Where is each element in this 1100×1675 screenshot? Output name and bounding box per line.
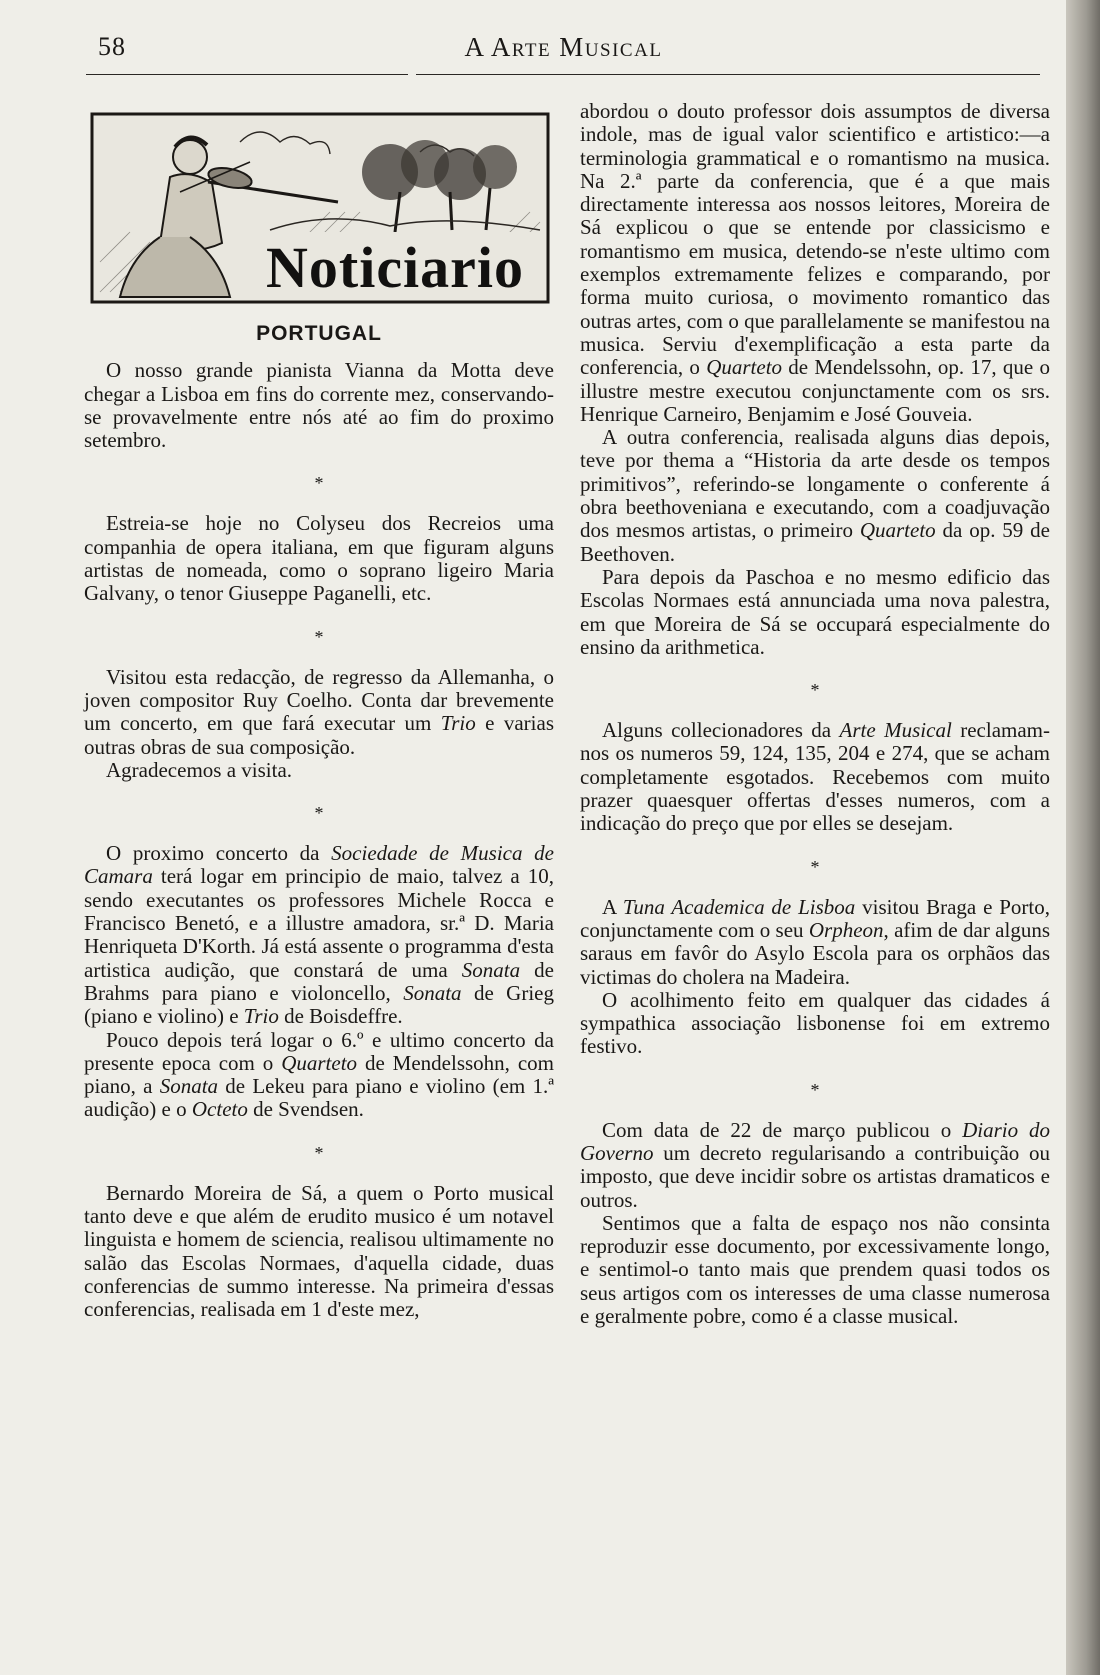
asterisk-separator: * <box>314 1142 324 1163</box>
news-item: Para depois da Paschoa e no mesmo edificio das Escolas Normaes está annunciada uma nova palestra, em que Moreira de Sá se occupará especialmente do ensino da arithmetica. <box>580 564 1050 659</box>
asterisk-separator: * <box>810 856 820 877</box>
news-item: O nosso grande pianista Vianna da Motta deve chegar a Lisboa em fins do corrente mez, conservando-se provavelmente entre nós até ao fim do proximo setembro. <box>84 358 554 453</box>
asterisk-separator: * <box>314 473 324 494</box>
news-item: Visitou esta redacção, de regresso da Allemanha, o joven compositor Ruy Coelho. Conta dar brevemente um concerto, em que fará executar um Trio e varias outras obras de sua composição. <box>84 664 554 759</box>
asterisk-separator: * <box>314 626 324 647</box>
news-item: Sentimos que a falta de espaço nos não consinta reproduzir esse documento, por excessivamente longo, e sentimol-o tanto mais que prendem quasi todos os seus artigos com os interesses de uma classe numerosa e geralmente pobre, como é a classe musical. <box>580 1210 1050 1329</box>
news-item: A outra conferencia, realisada alguns dias depois, teve por thema a “Historia da arte desde os tempos primitivos”, referindo-se longamente o conferente á obra beethoveniana e executando, com a coadjuvação dos mesmos artistas, o primeiro Quarteto da op. 59 de Beethoven. <box>580 425 1050 566</box>
news-item: abordou o douto professor dois assumptos de diversa indole, mas de igual valor scientifico e artistico:—a terminologia grammatical e o romantismo na musica. Na 2.ª parte da conferencia, que é a que mais directamente interessa aos nossos leitores, Moreira de Sá explicou o que se entende por classicismo e romantismo em musica, detendo-se n'este ultimo com exemplos extremamente felizes e comparando, por forma muito curiosa, o movimento romantico das outras artes, com o que parallelamente se manifestou na musica. Serviu d'exemplificação a esta parte da conferencia, o Quarteto de Mendelssohn, op. 17, que o illustre mestre executou conjunctamente com os srs. Henrique Carneiro, Benjamim e José Gouveia. <box>580 99 1050 426</box>
news-item: Estreia-se hoje no Colyseu dos Recreios uma companhia de opera italiana, em que figuram alguns artistas de nomeada, como o soprano ligeiro Maria Galvany, o tenor Giuseppe Paganelli, etc. <box>84 511 554 606</box>
header-rule-right <box>416 74 1040 75</box>
news-item: Bernardo Moreira de Sá, a quem o Porto musical tanto deve e que além de erudito musico é um notavel linguista e homem de sciencia, realisou ultimamente no salão das Escolas Normaes, d'aquella cidade, duas conferencias de summo interesse. Na primeira d'essas conferencias, realisada em 1 d'este mez, <box>84 1180 554 1322</box>
news-item: Agradecemos a visita. <box>106 757 293 782</box>
header-rule-left <box>86 74 408 75</box>
right-column <box>580 100 1050 1328</box>
news-item: O acolhimento feito em qualquer das cidades á sympathica associação lisbonense foi em extremo festivo. <box>580 987 1050 1059</box>
asterisk-separator: * <box>810 680 820 701</box>
news-item: Pouco depois terá logar o 6.º e ultimo concerto da presente epoca com o Quarteto de Mendelssohn, com piano, a Sonata de Lekeu para piano e violino (em 1.ª audição) e o Octeto de Svendsen. <box>84 1027 554 1122</box>
news-item: Com data de 22 de março publicou o Diario do Governo um decreto regularisando a contribuição ou imposto, que deve incidir sobre os artistas dramaticos e outros. <box>580 1117 1050 1212</box>
section-title: PORTUGAL <box>256 322 382 345</box>
news-item: Alguns collecionadores da Arte Musical reclamam-nos os numeros 59, 124, 135, 204 e 274, que se acham completamente esgotados. Recebemos com muito prazer quaesquer offertas d'esses numeros, com a indicação do preço que por elles se desejam. <box>580 718 1050 836</box>
news-item: O proximo concerto da Sociedade de Musica de Camara terá logar em principio de maio, talvez a 10, sendo executantes os professores Michele Rocca e Francisco Benetó, e a illustre amadora, sr.ª D. Maria Henriqueta D'Korth. Já está assente o programma d'esta artistica audição, que constará de uma Sonata de Brahms para piano e violoncello, Sonata de Grieg (piano e violino) e Trio de Boisdeffre. <box>84 841 554 1029</box>
news-item: A Tuna Academica de Lisboa visitou Braga e Porto, conjunctamente com o seu Orpheon, afim de dar alguns saraus em favôr do Asylo Escola para os orphãos das victimas do cholera na Madeira. <box>580 894 1050 989</box>
violinist-illustration <box>90 112 550 304</box>
running-title: A Arte Musical <box>464 32 663 62</box>
asterisk-separator: * <box>314 803 324 824</box>
book-spine-shadow <box>1066 0 1100 1675</box>
banner-title: Noticiario <box>266 235 525 300</box>
noticiario-banner <box>90 112 550 304</box>
asterisk-separator: * <box>810 1079 820 1100</box>
left-column <box>84 100 554 1322</box>
page-header <box>86 22 1041 72</box>
page-number: 58 <box>98 32 126 61</box>
